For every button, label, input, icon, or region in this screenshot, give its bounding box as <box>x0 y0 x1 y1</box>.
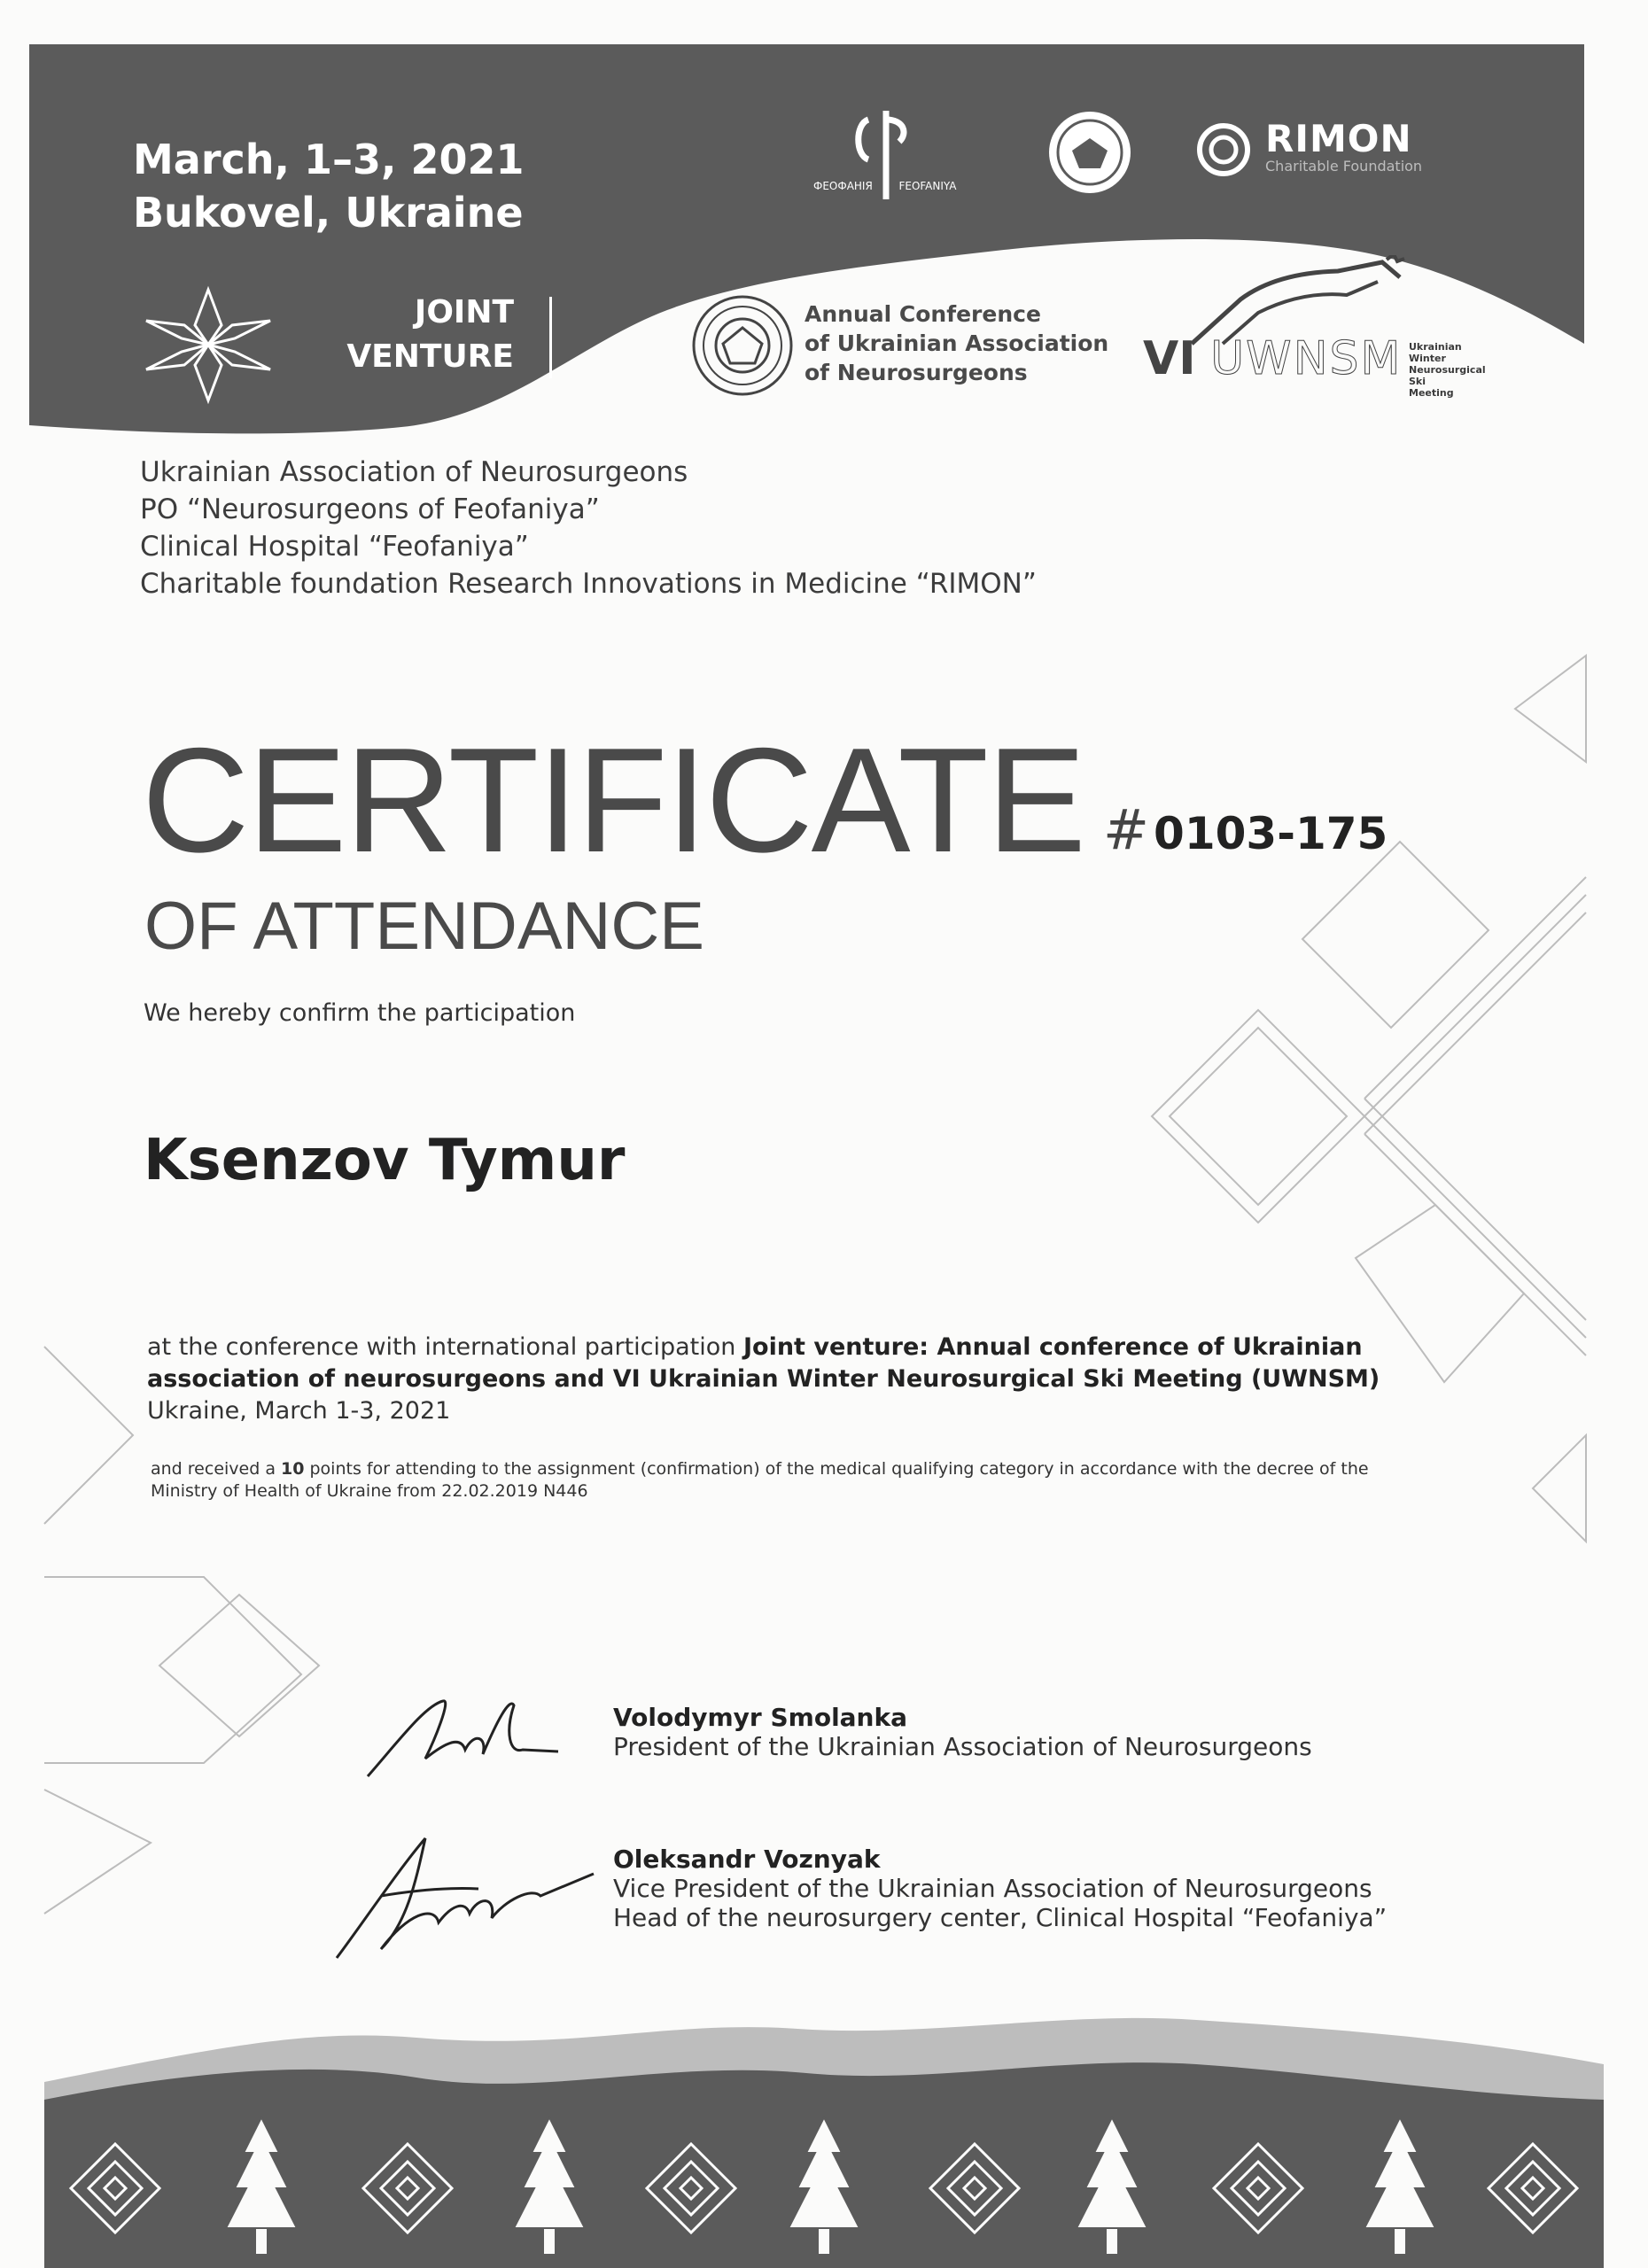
feofaniya-caption-uk: ФЕОФАНІЯ <box>813 180 873 192</box>
event-date-place <box>133 133 525 239</box>
rimon-logo-icon <box>1196 122 1251 177</box>
conference-title-line1: Annual Conference <box>805 301 1041 327</box>
signer-role-2: Head of the neurosurgery center, Clinical Hospital “Feofaniya” <box>613 1903 1388 1932</box>
organizer-item: Charitable foundation Research Innovations in Medicine “RIMON” <box>140 568 1037 600</box>
signer-role: Vice President of the Ukrainian Association of Neurosurgeons <box>613 1874 1372 1903</box>
organizer-item: PO “Neurosurgeons of Feofaniya” <box>140 493 600 525</box>
signer-name: Oleksandr Voznyak <box>613 1845 881 1874</box>
association-seal-icon <box>1046 108 1134 197</box>
signature-smolanka <box>363 1688 594 1785</box>
rimon-subtitle: Charitable Foundation <box>1265 158 1423 175</box>
uwnsm-sub-2: Winter <box>1409 353 1446 364</box>
signer-role: President of the Ukrainian Association of Neurosurgeons <box>613 1732 1312 1761</box>
certificate-hash: # <box>1103 797 1149 862</box>
event-date: March, 1–3, 2021 <box>133 136 525 183</box>
joint-venture-label <box>292 291 514 379</box>
signer-name: Volodymyr Smolanka <box>613 1703 908 1732</box>
footer-band <box>44 2011 1604 2268</box>
event-intro: at the conference with international participation <box>147 1333 743 1361</box>
signer-block-1 <box>613 1703 1312 1761</box>
feofaniya-caption-en: FEOFANIYA <box>898 180 957 192</box>
uwnsm-sub-5: Meeting <box>1409 387 1454 399</box>
event-place: Bukovel, Ukraine <box>133 189 524 237</box>
rimon-name: RIMON <box>1265 117 1412 160</box>
confirm-text: We hereby confirm the participation <box>144 999 576 1027</box>
certificate-number <box>1103 797 1388 862</box>
uwnsm-prefix: VI <box>1143 332 1196 385</box>
event-description <box>147 1332 1405 1427</box>
organizers-list <box>140 454 1037 602</box>
uwnsm-sub-3: Neurosurgical <box>1409 364 1486 376</box>
event-place-date: Ukraine, March 1-3, 2021 <box>147 1397 451 1425</box>
conference-title <box>805 299 1108 387</box>
uwnsm-name: UWNSM <box>1210 332 1403 385</box>
signer-block-2 <box>613 1845 1387 1932</box>
uwnsm-sub-4: Ski <box>1409 376 1426 387</box>
points-value: 10 <box>281 1459 305 1479</box>
joint-venture-line2: VENTURE <box>346 338 514 375</box>
event-name: Joint venture: Annual conference of Ukrainian association of neurosurgeons and VI Ukrainian Winter Neurosurgical Ski Meeting (UWNSM) <box>147 1333 1380 1393</box>
points-statement <box>151 1458 1391 1503</box>
points-post: points for attending to the assignment (confirmation) of the medical qualifying category in accordance with the decree of the Ministry of Health of Ukraine from 22.02.2019 N446 <box>151 1459 1369 1501</box>
feofaniya-caption <box>813 180 957 192</box>
uwnsm-sub-1: Ukrainian <box>1409 341 1462 353</box>
signature-voznyak <box>328 1825 602 1967</box>
participant-name: Ksenzov Tymur <box>144 1128 626 1193</box>
uwnsm-subtitle <box>1409 341 1486 399</box>
snowflake-icon <box>142 285 275 405</box>
conference-title-line2: of Ukrainian Association <box>805 330 1109 356</box>
joint-venture-line1: JOINT <box>414 294 514 330</box>
points-pre: and received a <box>151 1459 281 1479</box>
conference-seal-icon <box>689 292 796 399</box>
organizer-item: Clinical Hospital “Feofaniya” <box>140 531 529 563</box>
joint-venture-divider <box>549 297 552 378</box>
certificate-title: CERTIFICATE <box>142 717 1084 883</box>
uwnsm-logo <box>1143 332 1402 385</box>
certificate-number-value: 0103-175 <box>1154 808 1388 859</box>
certificate-subtitle: OF ATTENDANCE <box>144 889 704 964</box>
organizer-item: Ukrainian Association of Neurosurgeons <box>140 456 688 488</box>
conference-title-line3: of Neurosurgeons <box>805 360 1028 385</box>
